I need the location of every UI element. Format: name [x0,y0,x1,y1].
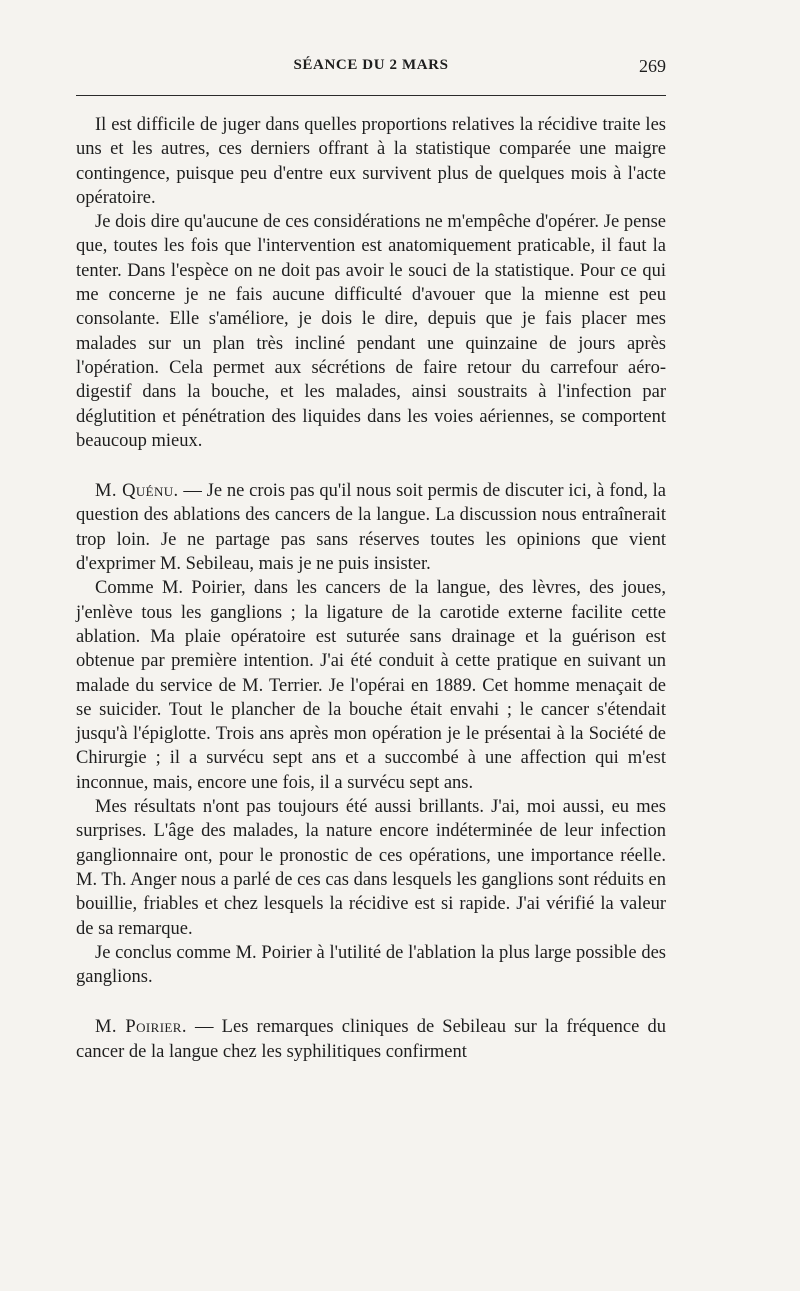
paragraph-text: Il est difficile de juger dans quelles proportions relatives la récidive traite les uns et les autres, ces derniers offrant à la statistique comparée une maigre contingence, puisque peu d'entre eux survivent plus de quelques mois à l'acte opératoire. [76,115,666,208]
running-title: SÉANCE DU 2 MARS [293,57,449,73]
paragraph [76,795,666,941]
paragraph [76,941,666,990]
paragraph-text: Comme M. Poirier, dans les cancers de la langue, des lèvres, des joues, j'enlève tous les ganglions ; la ligature de la carotide externe facilite cette ablation. Ma plaie opératoire est suturée sans drainage et la guérison est obtenue par première intention. J'ai été conduit à cette pratique en suivant un malade du service de M. Terrier. Je l'opérai en 1889. Cet homme menaçait de se suicider. Tout le plancher de la bouche était envahi ; le cancer s'étendait jusqu'à l'épiglotte. Trois ans après mon opération je le présentai à la Société de Chirurgie ; il a survécu sept ans et a succombé à une affection qui m'est inconnue, mais, encore une fois, il a survécu sept ans. [76,578,666,793]
speaker-name: M. Poirier. [95,1017,187,1038]
paragraph-text: Je dois dire qu'aucune de ces considérations ne m'empêche d'opérer. Je pense que, toutes les fois que l'intervention est anatomiquement praticable, il faut la tenter. Dans l'espèce on ne doit pas avoir le souci de la statistique. Pour ce qui me concerne je ne fais aucune difficulté d'avouer que la mienne est peu consolante. Elle s'améliore, je dois le dire, depuis que je fais placer mes malades sur un plan très incliné pendant une quinzaine de jours après l'opération. Cela permet aux sécrétions de faire retour du carrefour aéro-digestif dans la bouche, et les malades, ainsi soustraits à l'infection par déglutition et pénétration des liquides dans les voies aériennes, se comportent beaucoup mieux. [76,212,666,451]
speaker-paragraph-poirier [76,1015,666,1064]
speaker-name: M. Quénu. [95,481,179,502]
paragraph-text: — Je ne crois pas qu'il nous soit permis de discuter ici, à fond, la question des ablations des cancers de la langue. La discussion nous entraînerait trop loin. Je ne partage pas sans réserves toutes les opinions que vient d'exprimer M. Sebileau, mais je ne puis insister. [76,481,667,575]
paragraph [76,576,666,795]
paragraph-text: Je conclus comme M. Poirier à l'utilité de l'ablation la plus large possible des ganglions. [76,942,666,988]
speaker-paragraph-quenu [76,479,666,576]
paragraph [76,113,666,210]
page-number: 269 [639,56,666,76]
paragraph-text: — Les remarques cliniques de Sebileau sur la fréquence du cancer de la langue chez les syphilitiques confirment [76,1017,666,1062]
paragraph [76,210,666,453]
body-text [76,113,666,1064]
page-header [76,57,666,83]
paragraph-text: Mes résultats n'ont pas toujours été aussi brillants. J'ai, moi aussi, eu mes surprises. L'âge des malades, la nature encore indéterminée de leur infection ganglionnaire ont, pour le pronostic de ces opérations, une importance réelle. M. Th. Anger nous a parlé de ces cas dans lesquels les ganglions sont réduits en bouillie, friables et chez lesquels la récidive est si rapide. J'ai vérifié la valeur de sa remarque. [76,797,666,939]
header-rule [76,95,666,96]
